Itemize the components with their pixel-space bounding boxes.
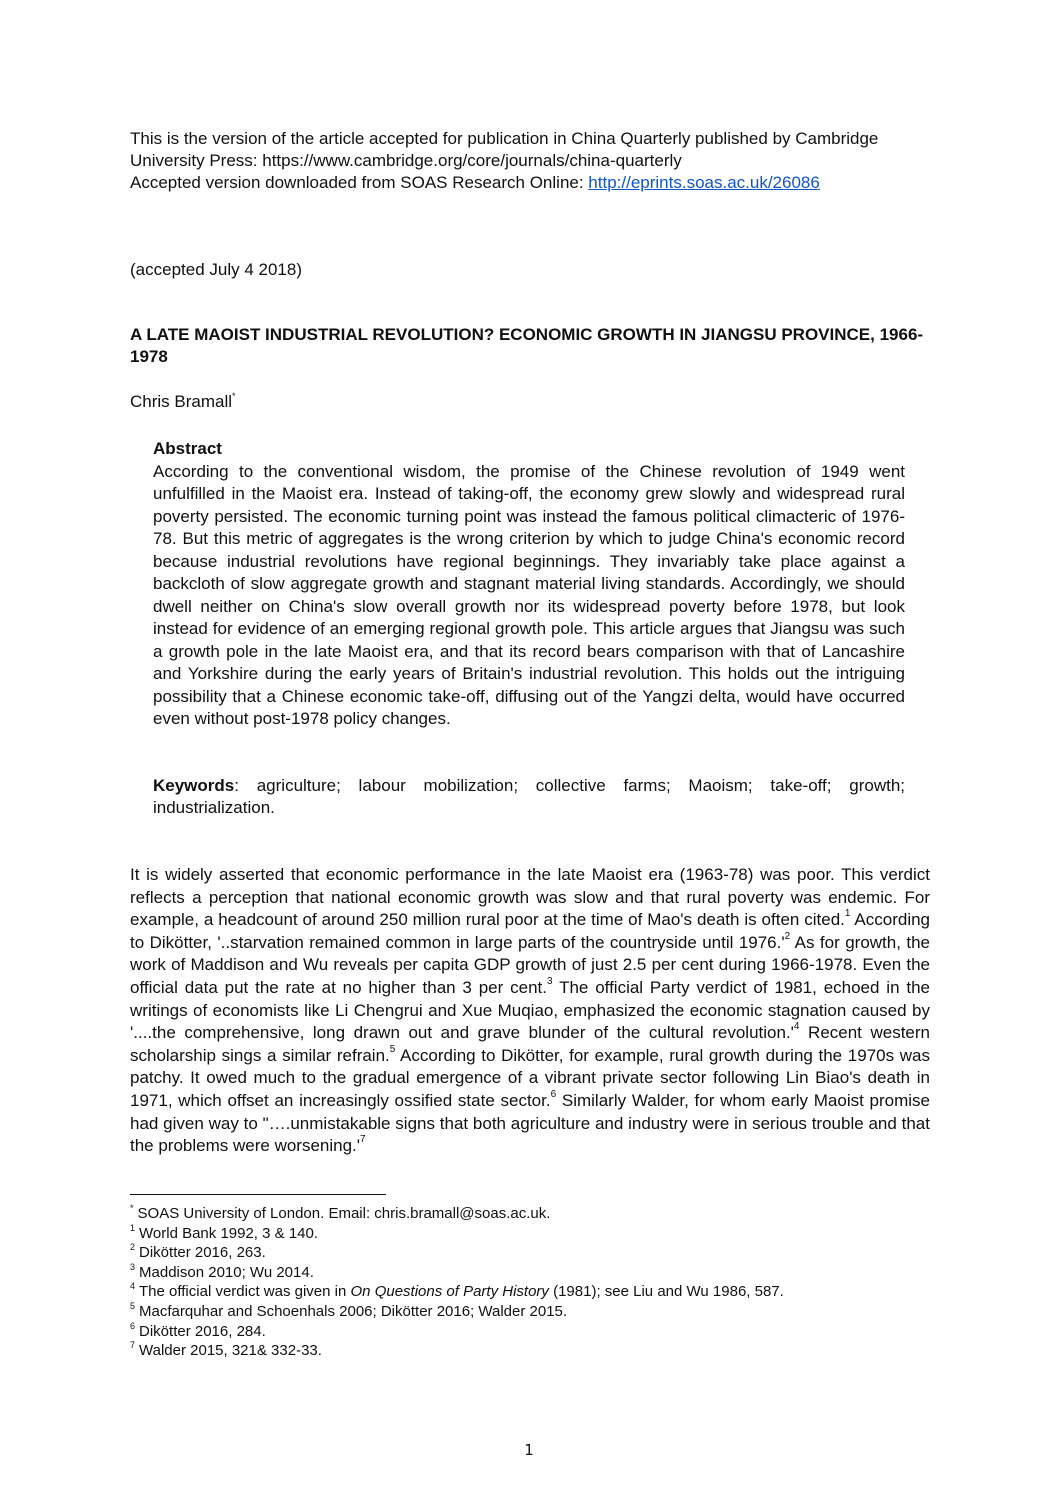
- footnote-item: [130, 1322, 930, 1342]
- publication-notice: [130, 128, 940, 194]
- body-paragraph: [130, 864, 930, 1158]
- footnote-ref: 6: [550, 1088, 557, 1100]
- article-title: A LATE MAOIST INDUSTRIAL REVOLUTION? ECONOMIC GROWTH IN JIANGSU PROVINCE, 1966-1978: [130, 325, 924, 366]
- notice-line-1: This is the version of the article accepted for publication in China Quarterly published by Cambridge University Press: https://www.cambridge.org/core/journals/china-quarterly: [130, 129, 879, 170]
- footnote-ref: 2: [784, 930, 791, 942]
- abstract-text: According to the conventional wisdom, the promise of the Chinese revolution of 1949 went unfulfilled in the Maoist era. Instead of taking-off, the economy grew slowly and widespread rural poverty persisted. The economic turning point was instead the famous political climacteric of 1976-78. But this metric of aggregates is the wrong criterion by which to judge China's economic record because industrial revolutions have regional beginnings. They invariably take place against a backcloth of slow aggregate growth and stagnant material living standards. Accordingly, we should dwell neither on China's slow overall growth nor its widespread poverty before 1978, but look instead for evidence of an emerging regional growth pole. This article argues that Jiangsu was such a growth pole in the late Maoist era, and that its record bears comparison with that of Lancashire and Yorkshire during the early years of Britain's industrial revolution. This holds out the intriguing possibility that a Chinese economic take-off, diffusing out of the Yangzi delta, would have occurred even without post-1978 policy changes.: [153, 461, 905, 728]
- footnote-marker: 3: [130, 1261, 136, 1272]
- footnote-list: [130, 1204, 930, 1361]
- footnote-italic-title: On Questions of Party History: [350, 1283, 549, 1301]
- footnote-item: [130, 1282, 930, 1302]
- footnote-ref: 7: [360, 1134, 366, 1146]
- body-sentence: Recent western scholarship sings a similar refrain.: [130, 1023, 930, 1065]
- footnote-marker: 2: [130, 1242, 136, 1253]
- accepted-date: (accepted July 4 2018): [130, 260, 302, 279]
- footnote-text: Dikötter 2016, 263.: [139, 1244, 266, 1262]
- footnote-marker: 6: [130, 1320, 136, 1331]
- eprints-link[interactable]: http://eprints.soas.ac.uk/26086: [588, 173, 820, 192]
- body-sentence: As for growth, the work of Maddison and Wu reveals per capita GDP growth of just 2.5 per cent during 1966-1978. Even the official data put the rate at no higher than 3 per cent.: [130, 932, 931, 997]
- footnote-item: [130, 1224, 930, 1244]
- body-sentence: Similarly Walder, for whom early Maoist promise had given way to "….unmistakable signs that both agriculture and industry were in serious trouble and that the problems were worsening.': [130, 1090, 931, 1156]
- footnote-text: World Bank 1992, 3 & 140.: [139, 1224, 319, 1242]
- footnote-item: [130, 1341, 930, 1361]
- footnote-ref: 1: [844, 908, 851, 920]
- footnote-item: [130, 1302, 930, 1322]
- footnote-ref: 5: [389, 1043, 396, 1055]
- author-footnote-marker: *: [232, 391, 236, 401]
- footnote-text: Maddison 2010; Wu 2014.: [139, 1263, 314, 1281]
- footnote-item: [130, 1204, 930, 1224]
- abstract-heading: Abstract: [153, 439, 222, 458]
- page-number: 1: [524, 1441, 534, 1459]
- author-name: Chris Bramall: [130, 392, 233, 411]
- footnote-text: Dikötter 2016, 284.: [139, 1322, 266, 1340]
- footnote-text: (1981); see Liu and Wu 1986, 587.: [548, 1283, 784, 1301]
- footnote-item: [130, 1243, 930, 1263]
- footnote-marker: *: [130, 1203, 134, 1213]
- footnote-marker: 5: [130, 1300, 136, 1311]
- footnote-marker: 1: [130, 1222, 136, 1233]
- body-sentence: The official Party verdict of 1981, echoed in the writings of economists like Li Chengrui and Xue Muqiao, emphasized the economic stagnation caused by '....the comprehensive, long drawn out and grave blunder of the cultural revolution.': [130, 977, 930, 1043]
- abstract-section: [153, 438, 905, 731]
- body-sentence: It is widely asserted that economic performance in the late Maoist era (1963-78) was poor. This verdict reflects a perception that national economic growth was slow and that rural poverty was endemic. For example, a headcount of around 250 million rural poor at the time of Mao's death is often cited.: [130, 865, 930, 930]
- footnote-marker: 7: [130, 1340, 136, 1351]
- footnote-item: [130, 1263, 930, 1283]
- body-sentence: According to Dikötter, for example, rural growth during the 1970s was patchy. It owed much to the gradual emergence of a vibrant private sector following Lin Biao's death in 1971, which offset an increasingly ossified state sector.: [130, 1045, 930, 1110]
- footnote-text: Macfarquhar and Schoenhals 2006; Dikötter 2016; Walder 2015.: [139, 1302, 568, 1320]
- footnote-ref: 3: [546, 975, 553, 987]
- keywords-label: Keywords: [153, 776, 235, 795]
- author-line: [130, 391, 236, 413]
- keywords: [153, 775, 905, 819]
- footnote-divider: [130, 1194, 386, 1195]
- footnote-text: SOAS University of London. Email: chris.bramall@soas.ac.uk.: [137, 1205, 551, 1222]
- body-sentence: According to Dikötter, '..starvation remained common in large parts of the countryside until 1976.': [130, 910, 931, 952]
- footnote-text: The official verdict was given in: [139, 1283, 351, 1301]
- footnote-marker: 4: [130, 1281, 136, 1292]
- footnote-ref: 4: [793, 1021, 800, 1033]
- footnote-text: Walder 2015, 321& 332-33.: [139, 1342, 322, 1360]
- keywords-text: : agriculture; labour mobilization; collective farms; Maoism; take-off; growth; industrialization.: [153, 776, 905, 817]
- notice-line-2-prefix: Accepted version downloaded from SOAS Research Online:: [130, 173, 589, 192]
